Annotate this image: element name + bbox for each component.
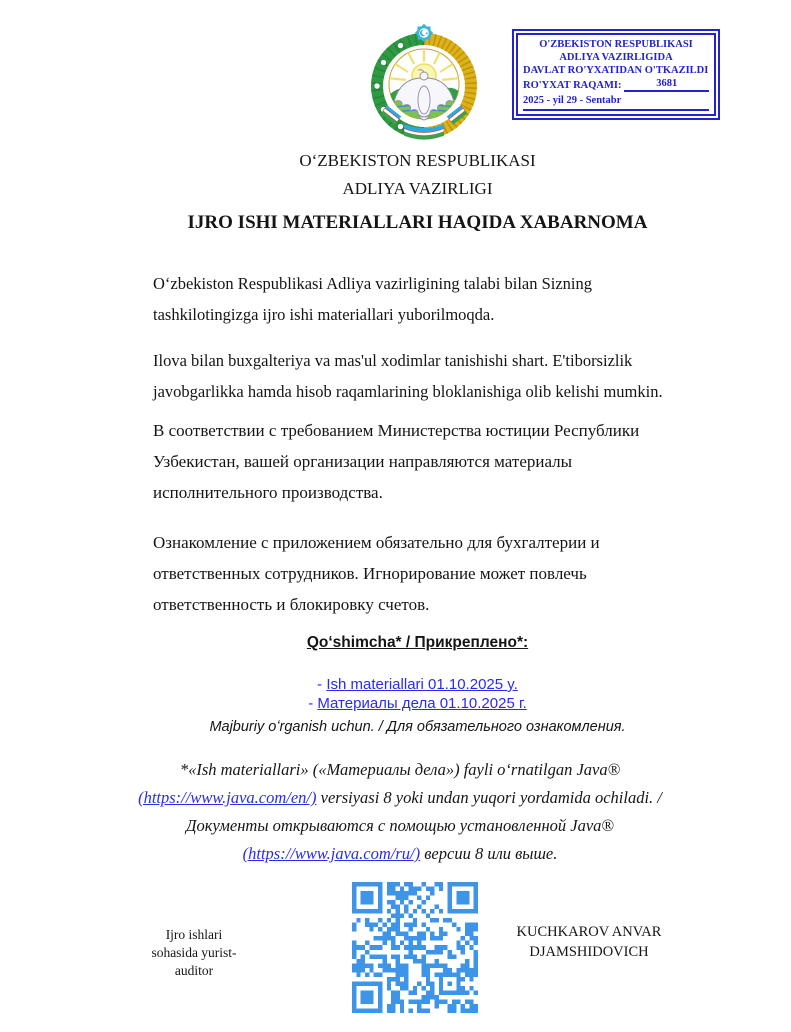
role-line: sohasida yurist- — [151, 945, 237, 960]
name-line: DJAMSHIDOVICH — [529, 943, 649, 960]
registration-stamp-inner — [516, 33, 716, 116]
java-download-link-ru[interactable]: (https://www.java.com/ru/) — [242, 844, 421, 863]
paragraph-line: Ilova bilan buxgalteriya va mas'ul xodimlar tanishishi shart. E'tiborsizlik — [153, 351, 633, 370]
uzbekistan-emblem-graphic — [363, 22, 485, 142]
java-notice-text: версии 8 или выше. — [420, 844, 558, 863]
java-notice-line — [55, 784, 745, 812]
stamp-line-3: DAVLAT RO'YXATIDAN O'TKAZILDI — [523, 65, 709, 76]
paragraph-line: ответственных сотрудников. Игнорирование может повлечь — [153, 564, 587, 583]
paragraph-line: исполнительного производства. — [153, 483, 383, 502]
paragraph-line: Ознакомление с приложением обязательно для бухгалтерии и — [153, 533, 600, 552]
java-download-link-en[interactable]: (https://www.java.com/en/) — [138, 788, 317, 807]
name-line: KUCHKAROV ANVAR — [516, 924, 662, 940]
paragraph-line: ответственность и блокировку счетов. — [153, 595, 430, 614]
registration-stamp — [512, 29, 720, 120]
link-bullet: - — [317, 676, 327, 693]
paragraph-line: Узбекистан, вашей организации направляются материалы — [153, 452, 573, 471]
paragraph-line: javobgarlikka hamda hisob raqamlarining bloklanishiga olib kelishi mumkin. — [153, 382, 663, 401]
document-subject-title: IJRO ISHI MATERIALLARI HAQIDA XABARNOMA — [187, 212, 648, 233]
attachment-link-ish-materiallari[interactable]: Ish materiallari 01.10.2025 y. — [326, 676, 518, 693]
attachment-link-row — [125, 676, 710, 695]
link-bullet: - — [308, 694, 318, 712]
stamp-registration-row — [523, 78, 709, 92]
role-line: auditor — [174, 963, 214, 978]
document-body — [153, 268, 743, 620]
attachment-link-materialy-dela[interactable]: Материалы дела 01.10.2025 г. — [317, 694, 527, 712]
stamp-date-line: 2025 - yil 29 - Sentabr — [523, 94, 709, 111]
stamp-line-2: ADLIYA VAZIRLIGIDA — [559, 52, 673, 63]
role-line: Ijro ishlari — [165, 927, 223, 942]
attachment-links — [125, 676, 710, 713]
java-requirement-notice — [55, 756, 745, 868]
paragraph-line: Oʻzbekiston Respublikasi Adliya vazirligining talabi bilan Sizning — [153, 274, 593, 293]
signatory-role — [124, 926, 264, 980]
attachments-note: Majburiy oʻrganish uchun. / Для обязательного ознакомления. — [209, 719, 626, 735]
org-title-line2: ADLIYA VAZIRLIGI — [342, 179, 493, 198]
qr-code — [352, 882, 478, 1013]
flag-banner — [404, 124, 444, 140]
java-notice-line: Документы открываются с помощью установленной Java® — [186, 816, 614, 835]
attachment-link-row — [125, 695, 710, 714]
paragraph-uz-2 — [153, 345, 743, 407]
uzbekistan-emblem-icon — [363, 22, 485, 142]
signatory-name — [508, 923, 670, 962]
paragraph-ru-1 — [153, 415, 743, 508]
stamp-reg-label: RO'YXAT RAQAMI: — [523, 80, 622, 91]
java-notice-line: *«Ish materiallari» («Материалы дела») fayli oʻrnatilgan Java® — [179, 760, 621, 779]
star-crescent-icon — [415, 24, 433, 42]
stamp-line-1: O'ZBEKISTON RESPUBLIKASI — [539, 39, 693, 50]
java-notice-line — [55, 840, 745, 868]
paragraph-line: tashkilotingizga ijro ishi materiallari yuborilmoqda. — [153, 305, 495, 324]
java-notice-text: versiyasi 8 yoki undan yuqori yordamida ochiladi. / — [316, 788, 662, 807]
paragraph-uz-1 — [153, 268, 743, 330]
attachments-heading: Qoʻshimcha* / Прикреплено*: — [306, 634, 529, 651]
paragraph-ru-2 — [153, 527, 743, 620]
paragraph-line: В соответствии с требованием Министерства юстиции Республики — [153, 421, 640, 440]
stamp-reg-number: 3681 — [624, 78, 709, 92]
org-title-line1: OʻZBEKISTON RESPUBLIKASI — [299, 151, 536, 170]
